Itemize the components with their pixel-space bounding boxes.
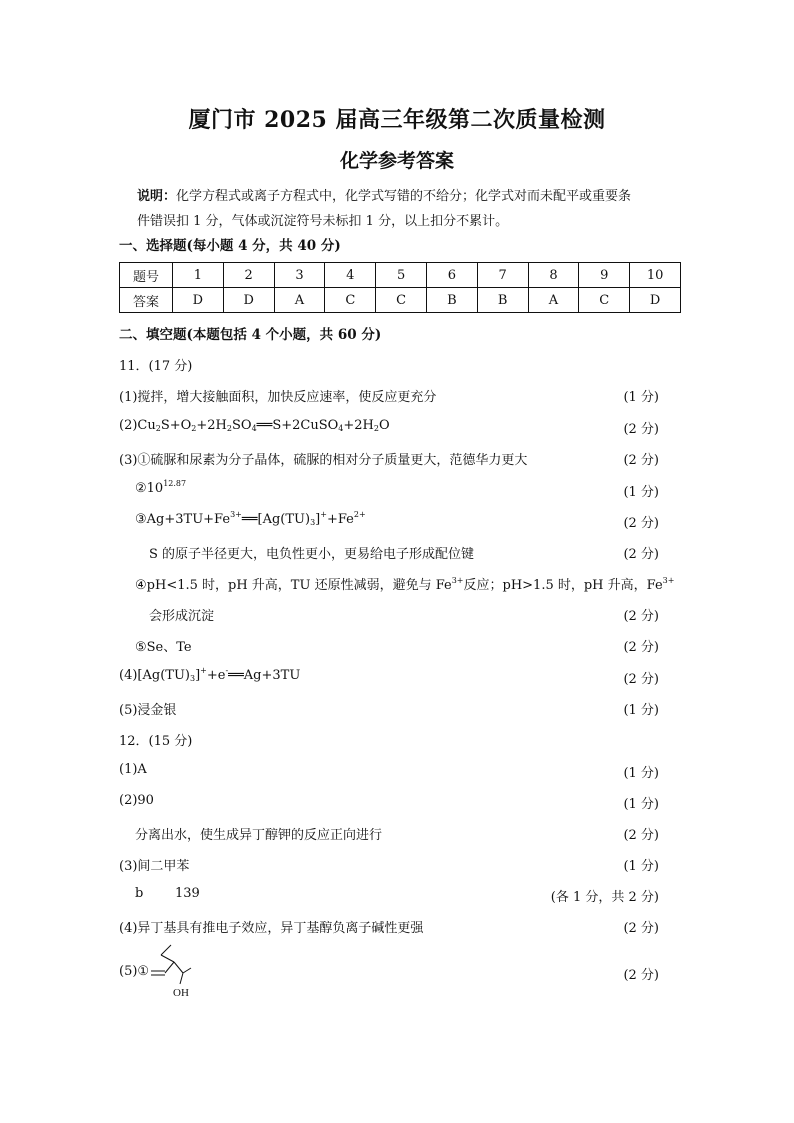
q12-part-1 (119, 762, 659, 782)
answer-text: (2)90 (119, 793, 154, 808)
answer-cell: D (173, 288, 224, 313)
points: (2 分) (623, 968, 659, 983)
points: (2 分) (623, 422, 659, 437)
answer-cell: A (528, 288, 579, 313)
bond-line (161, 945, 171, 955)
answer-text (135, 574, 674, 593)
bond-line (180, 973, 183, 984)
charge-sup: 3+ (451, 576, 464, 585)
answer-text: (5)① (119, 964, 150, 979)
bond-line (183, 968, 191, 973)
q11-part-5 (119, 699, 659, 719)
q11-part-2 (119, 418, 659, 438)
page-title: 厦门市 2025 届高三年级第二次质量检测 (188, 107, 606, 133)
points: (2 分) (623, 672, 659, 687)
answer-text: (4)异丁基具有推电子效应，异丁基醇负离子碱性更强 (119, 921, 424, 936)
note-lead: 说明： (137, 189, 177, 204)
q12-head: 12．(15 分) (119, 734, 193, 749)
answer-cell: A (274, 288, 325, 313)
q11-part-3 (119, 449, 659, 469)
answer-text: 会形成沉淀 (149, 609, 215, 624)
power-exponent: 12.87 (163, 479, 187, 488)
answer-text: (5)浸金银 (119, 703, 177, 718)
question-number: 4 (325, 263, 376, 288)
answer-text-a: ④pH<1.5 时，pH 升高，TU 还原性减弱，避免与 Fe (135, 578, 452, 593)
section-1-title: 一、选择题(每小题 4 分，共 40 分) (119, 238, 341, 254)
q11-part-1 (119, 386, 659, 406)
question-number: 10 (630, 263, 681, 288)
question-number: 9 (579, 263, 630, 288)
q11-part-3-2 (119, 481, 659, 501)
q12-part-2 (119, 793, 659, 813)
answer-text: (1)A (119, 762, 147, 777)
answer-cell: C (579, 288, 630, 313)
row-header-question: 题号 (120, 263, 173, 288)
answer-text: (3)间二甲苯 (119, 859, 190, 874)
answer-text: (3)①硫脲和尿素为分子晶体，硫脲的相对分子质量更大，范德华力更大 (119, 453, 528, 468)
answer-cell: C (325, 288, 376, 313)
q11-part-3-4-cont (119, 605, 659, 625)
answer-cell: D (630, 288, 681, 313)
question-number: 6 (426, 263, 477, 288)
question-number: 3 (274, 263, 325, 288)
answer-cell: C (376, 288, 427, 313)
answer-text (135, 481, 186, 496)
scoring-note (137, 184, 682, 234)
answer-text-b: 反应；pH>1.5 时，pH 升高，Fe (463, 578, 663, 593)
q12-part-4 (119, 917, 659, 937)
answer-text-b: b (135, 886, 144, 901)
equation-text: $③Ag+3TU+Fe^{3+}══[Ag(TU)_3]^++Fe^{2+}$ (135, 510, 366, 527)
q11-part-3-4 (119, 574, 675, 594)
note-line-1: 化学方程式或离子方程式中，化学式写错的不给分；化学式对而未配平或重要条 (176, 189, 632, 204)
question-number: 1 (173, 263, 224, 288)
points: (1 分) (623, 797, 659, 812)
section-2-title: 二、填空题(本题包括 4 个小题，共 60 分) (119, 327, 382, 343)
page-subtitle: 化学参考答案 (339, 150, 454, 172)
q12-part-3 (119, 855, 659, 875)
points: (1 分) (623, 766, 659, 781)
answer-cell: B (477, 288, 528, 313)
structure-formula-icon (119, 940, 239, 1000)
equation-text: $(4)[Ag(TU)_3]^++e^-══Ag+3TU$ (119, 666, 301, 683)
answer-text: S 的原子半径更大，电负性更小，更易给电子形成配位键 (149, 547, 475, 562)
charge-sup: 3+ (662, 576, 675, 585)
points: (1 分) (623, 390, 659, 405)
answer-cell: B (426, 288, 477, 313)
bond-line (161, 955, 174, 962)
q11-part-3-3-reason (119, 543, 659, 563)
q11-head: 11．(17 分) (119, 359, 193, 374)
points: (1 分) (623, 703, 659, 718)
answer-cell: D (223, 288, 274, 313)
question-number: 5 (376, 263, 427, 288)
bond-line (165, 962, 174, 973)
q12-header (119, 730, 659, 750)
answer-text-139: 139 (175, 886, 200, 901)
points: (1 分) (623, 485, 659, 500)
q11-part-3-5 (119, 636, 659, 656)
q12-part-3-answers (119, 886, 659, 906)
points: (2 分) (623, 640, 659, 655)
equation-text: $(2)Cu_2S+O_2+2H_2SO_4══S+2CuSO_4+2H_2O$ (119, 418, 390, 433)
question-number: 8 (528, 263, 579, 288)
points: (2 分) (623, 516, 659, 531)
row-header-answer: 答案 (120, 288, 173, 313)
note-line-2: 件错误扣 1 分，气体或沉淀符号未标扣 1 分，以上扣分不累计。 (137, 214, 509, 229)
answer-text: 分离出水，使生成异丁醇钾的反应正向进行 (135, 828, 383, 843)
question-number: 7 (477, 263, 528, 288)
question-number-row (120, 263, 681, 288)
q11-part-4 (119, 668, 659, 688)
points: (2 分) (623, 547, 659, 562)
answer-row (120, 288, 681, 313)
points: (2 分) (623, 921, 659, 936)
power-base: ②10 (135, 481, 164, 496)
points: (2 分) (623, 828, 659, 843)
points: (各 1 分，共 2 分) (550, 890, 659, 905)
q11-part-3-3 (119, 512, 659, 532)
q12-part-2-reason (119, 824, 659, 844)
oh-label: OH (173, 987, 189, 999)
q11-header (119, 355, 659, 375)
points: (2 分) (623, 453, 659, 468)
answer-table (119, 262, 681, 313)
points: (2 分) (623, 609, 659, 624)
answer-text: ⑤Se、Te (135, 640, 192, 655)
points: (1 分) (623, 859, 659, 874)
answer-text: (1)搅拌，增大接触面积，加快反应速率，使反应更充分 (119, 390, 437, 405)
question-number: 2 (223, 263, 274, 288)
bond-line (174, 962, 183, 973)
